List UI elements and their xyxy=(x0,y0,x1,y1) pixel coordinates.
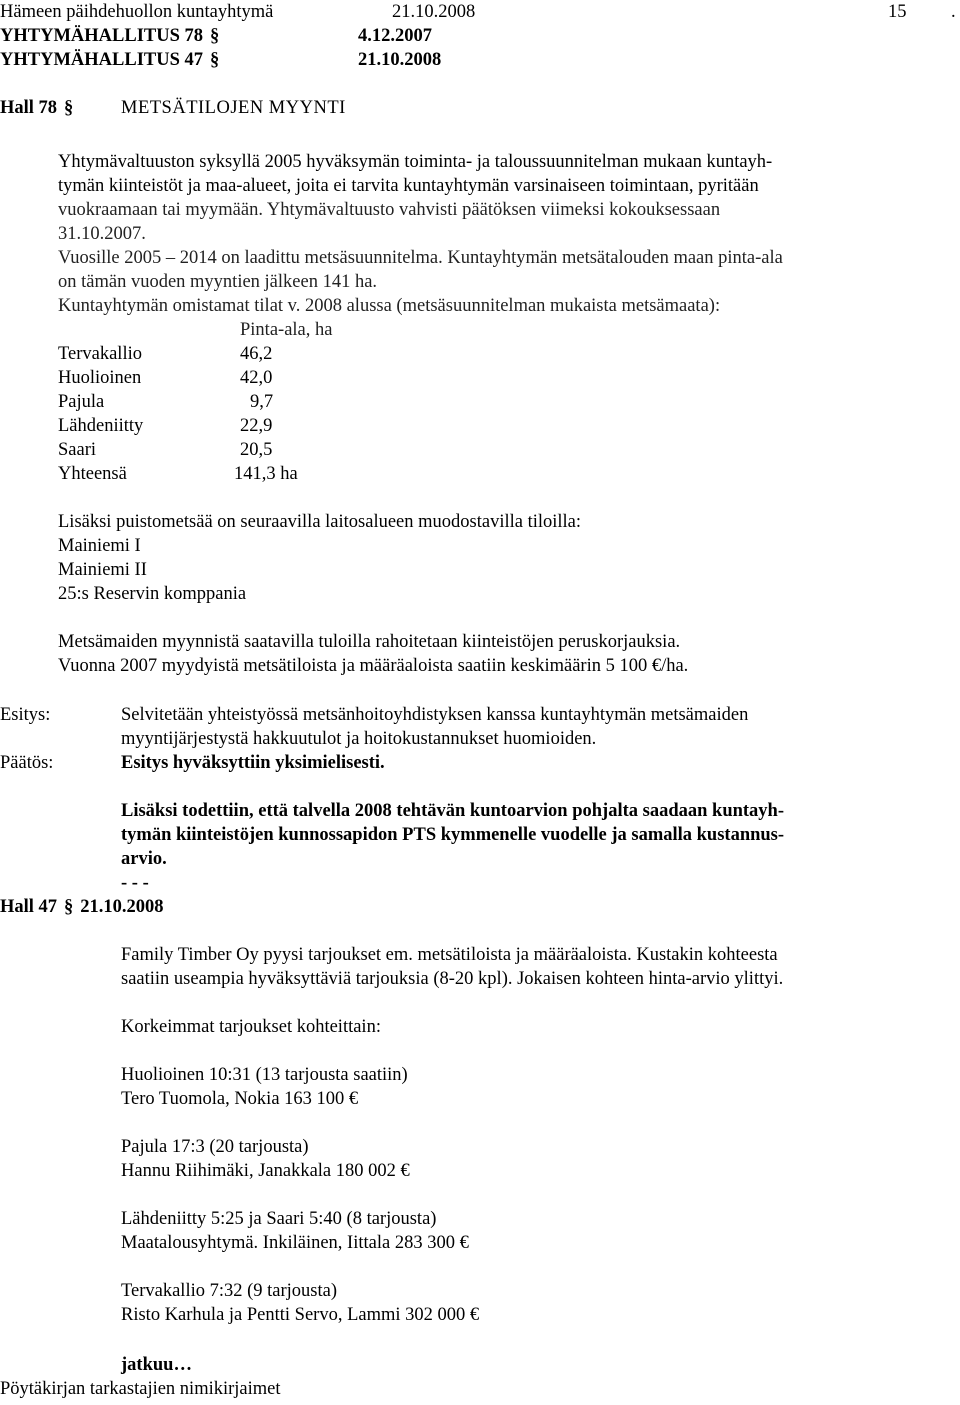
hall47-label: Hall 47 xyxy=(0,897,58,917)
separator: - - - xyxy=(121,873,149,893)
intro-line: Vuosille 2005 – 2014 on laadittu metsäsuunnitelma. Kuntayhtymän metsätalouden maan pinta-ala xyxy=(58,248,783,268)
intro-line: vuokraamaan tai myymään. Yhtymävaltuusto vahvisti päätöksen viimeksi kokouksessaan xyxy=(58,200,721,220)
header-org-line xyxy=(0,0,273,24)
park-forest-line: 25:s Reservin komppania xyxy=(58,584,247,604)
table-cell-value: 42,0 xyxy=(240,368,273,388)
board-47-date: 21.10.2008 xyxy=(358,50,442,70)
additional-line: tymän kiinteistöjen kunnossapidon PTS kymmenelle vuodelle ja samalla kustannus- xyxy=(121,825,785,845)
header-date: 21.10.2008 xyxy=(392,2,476,22)
intro-line: 31.10.2007. xyxy=(58,224,146,244)
hall47-text-line: saatiin useampia hyväksyttäviä tarjouksia (8-20 kpl). Jokaisen kohteen hinta-arvio ylittyi. xyxy=(121,969,784,989)
table-cell-value: 20,5 xyxy=(240,440,273,460)
sales-line: Vuonna 2007 myydyistä metsätiloista ja määräaloista saatiin keskimäärin 5 100 €/ha. xyxy=(58,656,689,676)
esitys-line: Selvitetään yhteistyössä metsänhoitoyhdistyksen kanssa kuntayhtymän metsämaiden xyxy=(121,705,749,725)
sales-line: Metsämaiden myynnistä saatavilla tuloilla rahoitetaan kiinteistöjen peruskorjauksia. xyxy=(58,632,681,652)
offer-bidder: Tero Tuomola, Nokia 163 100 € xyxy=(121,1089,359,1109)
intro-line: tymän kiinteistöt ja maa-alueet, joita ei tarvita kuntayhtymän varsinaiseen toimintaan, pyritään xyxy=(58,176,759,196)
table-cell-name: Tervakallio xyxy=(58,344,142,364)
park-forest-line: Mainiemi II xyxy=(58,560,147,580)
table-cell-name: Lähdeniitty xyxy=(58,416,144,436)
additional-line: Lisäksi todettiin, että talvella 2008 tehtävän kuntoarvion pohjalta saadaan kuntayh- xyxy=(121,801,785,821)
table-header: Pinta-ala, ha xyxy=(240,320,333,340)
footer-initials: Pöytäkirjan tarkastajien nimikirjaimet xyxy=(0,1379,281,1399)
esitys-label: Esitys: xyxy=(0,705,51,725)
paatos-label: Päätös: xyxy=(0,753,54,773)
page-number: 15 xyxy=(888,2,907,22)
hall47-text-line: Family Timber Oy pyysi tarjoukset em. metsätiloista ja määräaloista. Kustakin kohteesta xyxy=(121,945,778,965)
board-78-date: 4.12.2007 xyxy=(358,26,432,46)
section-sign: § xyxy=(210,26,220,46)
table-cell-value: 46,2 xyxy=(240,344,273,364)
offer-target: Lähdeniitty 5:25 ja Saari 5:40 (8 tarjousta) xyxy=(121,1209,437,1229)
additional-line: arvio. xyxy=(121,849,167,869)
hall47-heading xyxy=(0,895,164,919)
offer-bidder: Hannu Riihimäki, Janakkala 180 002 € xyxy=(121,1161,410,1181)
park-forest-line: Lisäksi puistometsää on seuraavilla laitosalueen muodostavilla tiloilla: xyxy=(58,512,582,532)
offer-target: Huolioinen 10:31 (13 tarjousta saatiin) xyxy=(121,1065,408,1085)
continues-note: jatkuu… xyxy=(121,1355,192,1375)
intro-line: on tämän vuoden myyntien jälkeen 141 ha. xyxy=(58,272,378,292)
table-cell-name: Huolioinen xyxy=(58,368,142,388)
intro-line: Kuntayhtymän omistamat tilat v. 2008 alussa (metsäsuunnitelman mukaista metsämaata): xyxy=(58,296,721,316)
section-sign: § xyxy=(64,897,74,917)
intro-line: Yhtymävaltuuston syksyllä 2005 hyväksymän toiminta- ja taloussuunnitelman mukaan kuntayh- xyxy=(58,152,773,172)
header-org: Hämeen päihdehuollon kuntayhtymä xyxy=(0,2,274,22)
hall47-date: 21.10.2008 xyxy=(80,897,164,917)
section-sign: § xyxy=(64,98,74,118)
section-id: Hall 78 xyxy=(0,98,58,118)
board-78-line xyxy=(0,24,222,48)
esitys-line: myyntijärjestystä hakkuutulot ja hoitokustannukset huomioiden. xyxy=(121,729,597,749)
page-dot: . xyxy=(951,2,956,22)
board-78: YHTYMÄHALLITUS 78 xyxy=(0,26,204,46)
park-forest-line: Mainiemi I xyxy=(58,536,141,556)
offer-bidder: Maatalousyhtymä. Inkiläinen, Iittala 283 300 € xyxy=(121,1233,469,1253)
table-cell-name: Yhteensä xyxy=(58,464,127,484)
section-title: METSÄTILOJEN MYYNTI xyxy=(121,98,346,118)
table-cell-name: Pajula xyxy=(58,392,105,412)
offer-target: Tervakallio 7:32 (9 tarjousta) xyxy=(121,1281,338,1301)
table-cell-value: 22,9 xyxy=(240,416,273,436)
board-47: YHTYMÄHALLITUS 47 xyxy=(0,50,204,70)
board-47-line xyxy=(0,48,222,72)
offer-bidder: Risto Karhula ja Pentti Servo, Lammi 302 000 € xyxy=(121,1305,480,1325)
table-cell-value: 141,3 ha xyxy=(234,464,298,484)
section-sign: § xyxy=(210,50,220,70)
table-cell-name: Saari xyxy=(58,440,97,460)
paatos-line: Esitys hyväksyttiin yksimielisesti. xyxy=(121,753,385,773)
table-cell-value: 9,7 xyxy=(250,392,274,412)
offer-target: Pajula 17:3 (20 tarjousta) xyxy=(121,1137,309,1157)
section-id-line xyxy=(0,96,76,120)
offers-title: Korkeimmat tarjoukset kohteittain: xyxy=(121,1017,381,1037)
